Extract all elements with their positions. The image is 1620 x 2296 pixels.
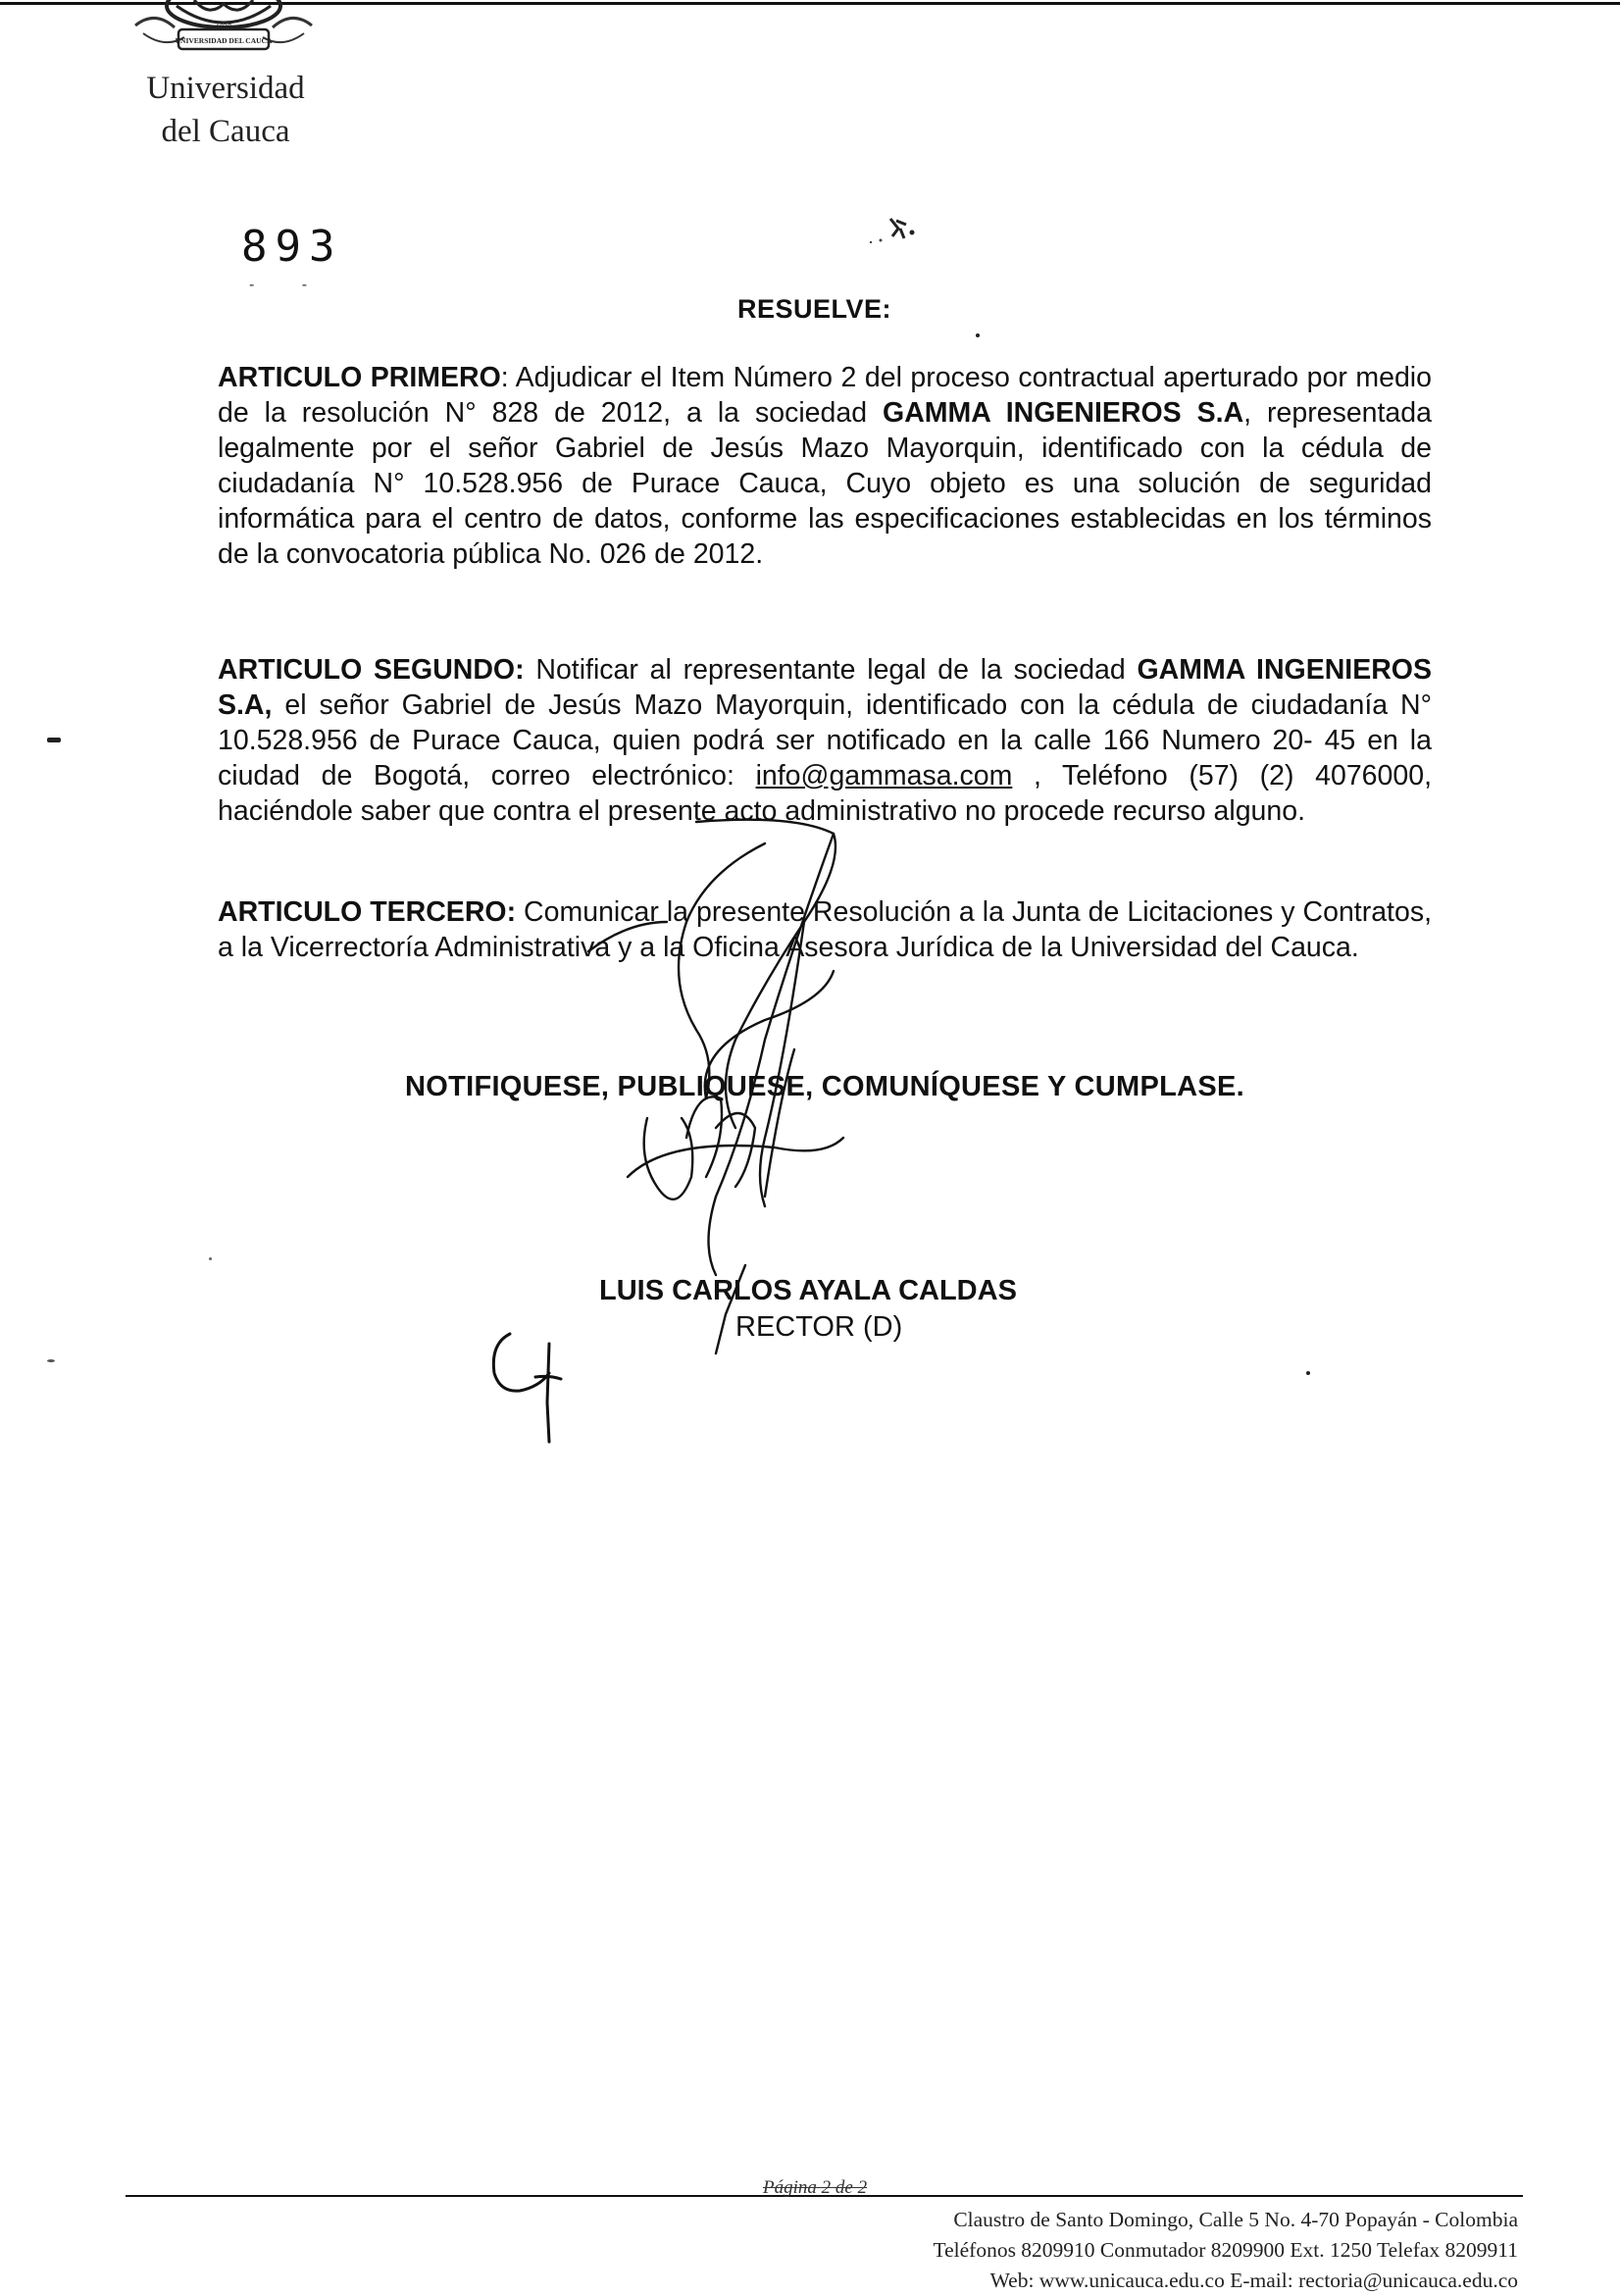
- article-primero-company: GAMMA INGENIEROS S.A: [883, 397, 1244, 429]
- footer-web-email: Web: www.unicauca.edu.co E-mail: rectoria@unicauca.edu.co: [989, 2269, 1518, 2292]
- scan-speck: [976, 333, 980, 337]
- article-primero-heading: ARTICULO PRIMERO: [218, 362, 501, 393]
- svg-text:1827: 1827: [216, 23, 231, 31]
- scan-speck: [47, 1359, 55, 1362]
- article-segundo-heading: ARTICULO SEGUNDO:: [218, 654, 525, 686]
- email-link[interactable]: info@gammasa.com: [755, 760, 1013, 791]
- article-segundo-company: GAMMA INGENIEROS S.A,: [218, 654, 1432, 721]
- article-segundo: [218, 652, 1432, 829]
- article-tercero-heading: ARTICULO TERCERO:: [218, 896, 517, 928]
- article-primero-text-1: : Adjudicar el Item Número 2 del proceso contractual aperturado por medio de la resolución N° 828 de 2012, a la sociedad: [218, 362, 1432, 429]
- scan-speck: [209, 1257, 212, 1260]
- article-segundo-text-3: , Teléfono (57) (2) 4076000, haciéndole saber que contra el presente acto administrativo no procede recurso alguno.: [218, 760, 1432, 827]
- article-segundo-text-2: el señor Gabriel de Jesús Mazo Mayorquin, identificado con la cédula de ciudadanía N° 10.528.956 de Purace Cauca, quien podrá ser notificado en la calle 166 Numero 20- 45 en la ciudad de Bogotá, correo electrónico:: [218, 689, 1432, 791]
- svg-text:UNIVERSIDAD DEL CAUCA: UNIVERSIDAD DEL CAUCA: [175, 36, 273, 45]
- article-tercero: [218, 894, 1432, 965]
- handwritten-initial: [481, 1314, 588, 1452]
- article-segundo-text-1: Notificar al representante legal de la sociedad: [524, 654, 1138, 686]
- footer-address: Claustro de Santo Domingo, Calle 5 No. 4-70 Popayán - Colombia: [953, 2208, 1518, 2231]
- scan-speck: [47, 738, 61, 742]
- stray-mark: [841, 211, 930, 250]
- footer-contact: [933, 2205, 1518, 2296]
- page-number: Página 2 de 2: [763, 2177, 868, 2198]
- resolution-number: 893: [241, 222, 343, 272]
- signer-name: LUIS CARLOS AYALA CALDAS: [599, 1275, 1017, 1306]
- closing-statement: NOTIFIQUESE, PUBLIQUESE, COMUNÍQUESE Y CUMPLASE.: [404, 1071, 1245, 1102]
- university-name: [127, 67, 324, 153]
- section-heading-resuelve: RESUELVE:: [737, 294, 892, 324]
- footer-phones: Teléfonos 8209910 Conmutador 8209900 Ext. 1250 Telefax 8209911: [933, 2238, 1518, 2262]
- university-name-line1: Universidad: [146, 71, 305, 106]
- article-primero: [218, 360, 1432, 572]
- scan-speck: [1306, 1371, 1310, 1375]
- university-seal-logo: [126, 0, 322, 59]
- article-primero-text-2: , representada legalmente por el señor Gabriel de Jesús Mazo Mayorquin, identificado con la cédula de ciudadanía N° 10.528.956 de Purace Cauca, Cuyo objeto es una solución de seguridad informática para el centro de datos, conforme las especificaciones establecidas en los términos de la convocatoria pública No. 026 de 2012.: [218, 397, 1432, 570]
- resolution-number-marks: - -: [249, 277, 329, 293]
- article-tercero-text: Comunicar la presente Resolución a la Junta de Licitaciones y Contratos, a la Vicerrectoría Administrativa y a la Oficina Asesora Jurídica de la Universidad del Cauca.: [218, 896, 1432, 963]
- university-name-line2: del Cauca: [161, 114, 290, 149]
- signer-title: RECTOR (D): [735, 1311, 903, 1343]
